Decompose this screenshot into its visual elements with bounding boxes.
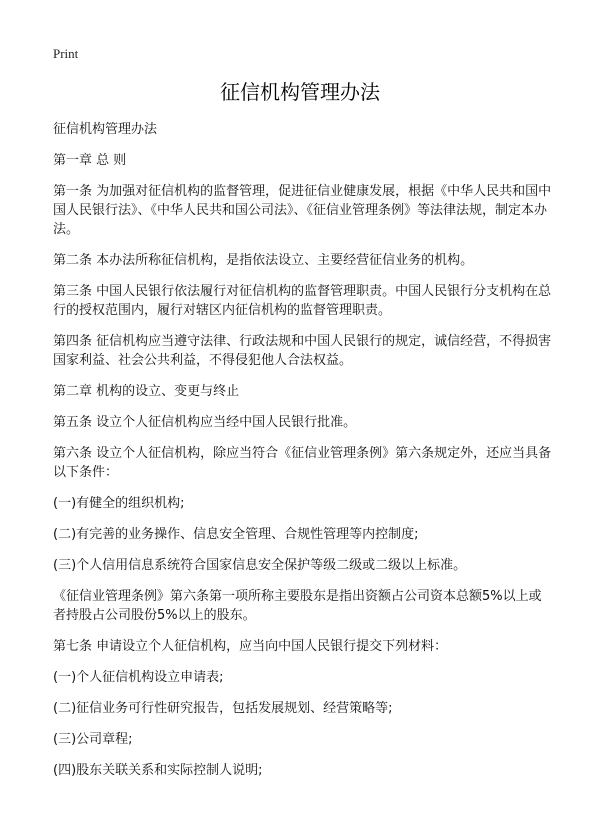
article-2: 第二条 本办法所称征信机构，是指依法设立、主要经营征信业务的机构。 bbox=[53, 253, 474, 268]
body-paragraph-subtitle: 征信机构管理办法 bbox=[53, 122, 158, 137]
list-item: (二)有完善的业务操作、信息安全管理、合规性管理等内控制度; bbox=[53, 527, 419, 542]
chapter-heading-1: 第一章 总 则 bbox=[53, 153, 127, 168]
list-item: (四)股东关联关系和实际控制人说明; bbox=[53, 763, 263, 778]
document-body bbox=[53, 120, 553, 792]
article-1: 第一条 为加强对征信机构的监督管理，促进征信业健康发展，根据《中华人民共和国中国人民银行法》、《中华人民共和国公司法》、《征信业管理条例》等法律法规，制定本办法。 bbox=[53, 184, 552, 237]
list-item: (一)个人征信机构设立申请表; bbox=[53, 670, 224, 685]
regulation-note: 《征信业管理条例》第六条第一项所称主要股东是指出资额占公司资本总额5%以上或者持股占公司股份5%以上的股东。 bbox=[53, 589, 542, 623]
list-item: (一)有健全的组织机构; bbox=[53, 496, 185, 511]
print-link[interactable]: Print bbox=[53, 46, 79, 61]
chapter-heading-2: 第二章 机构的设立、变更与终止 bbox=[53, 384, 240, 399]
article-4: 第四条 征信机构应当遵守法律、行政法规和中国人民银行的规定，诚信经营，不得损害国家利益、社会公共利益，不得侵犯他人合法权益。 bbox=[53, 334, 552, 368]
article-5: 第五条 设立个人征信机构应当经中国人民银行批准。 bbox=[53, 415, 357, 430]
list-item: (三)公司章程; bbox=[53, 732, 133, 747]
article-3: 第三条 中国人民银行依法履行对征信机构的监督管理职责。中国人民银行分支机构在总行的授权范围内，履行对辖区内征信机构的监督管理职责。 bbox=[53, 284, 552, 318]
page-title: 征信机构管理办法 bbox=[220, 80, 380, 104]
article-6: 第六条 设立个人征信机构，除应当符合《征信业管理条例》第六条规定外，还应当具备以下条件： bbox=[53, 446, 552, 480]
list-item: (三)个人信用信息系统符合国家信息安全保护等级二级或二级以上标准。 bbox=[53, 558, 467, 573]
list-item: (二)征信业务可行性研究报告，包括发展规划、经营策略等; bbox=[53, 701, 393, 716]
article-7: 第七条 申请设立个人征信机构，应当向中国人民银行提交下列材料： bbox=[53, 639, 448, 654]
